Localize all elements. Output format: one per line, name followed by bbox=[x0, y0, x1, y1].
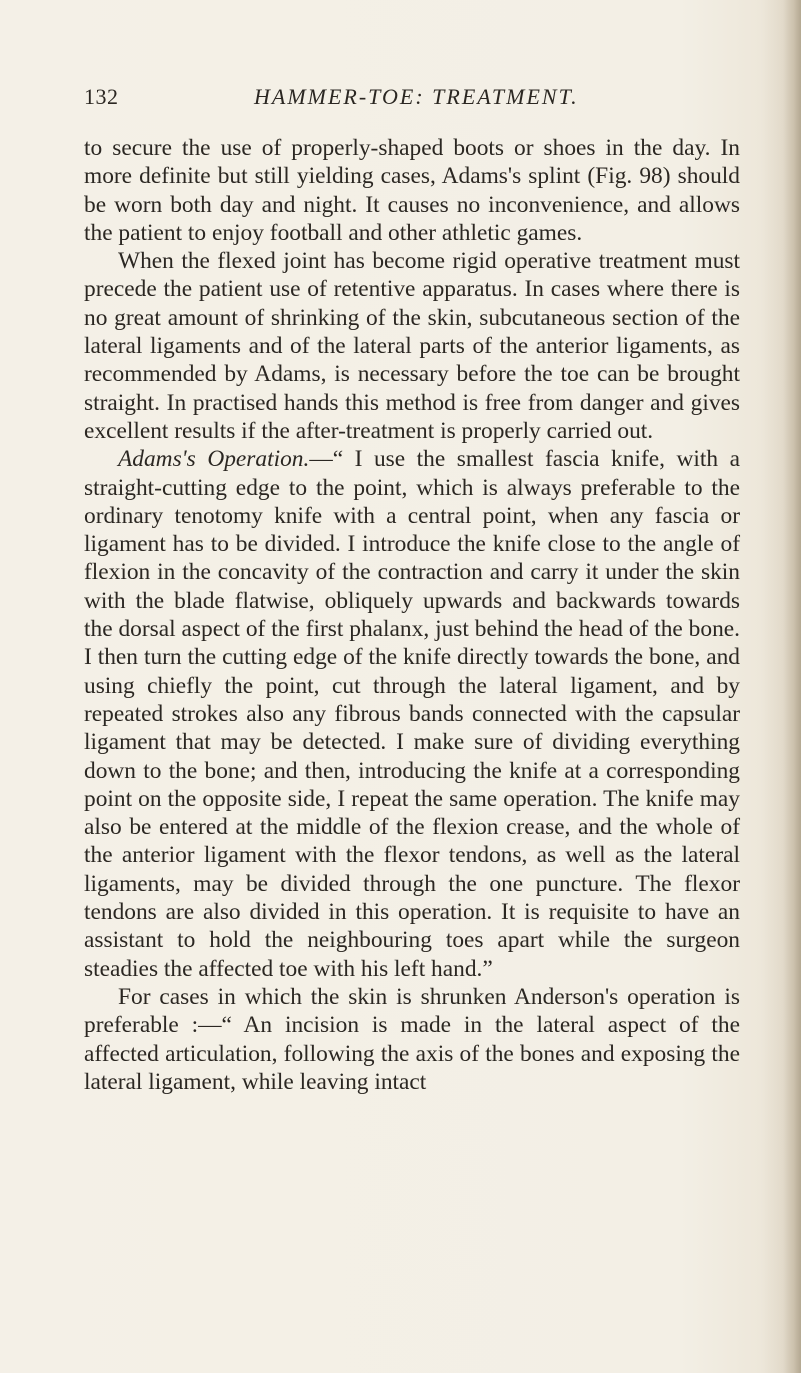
paragraph-1: to secure the use of properly-shaped boots or shoes in the day. In more definite but still yielding cases, Adams's splint (Fig. 98) should be worn both day and night. It causes no inconvenience, and allows the patient to enjoy football and other athletic games. bbox=[84, 135, 740, 246]
paragraph-4: For cases in which the skin is shrunken Anderson's operation is preferable :—“ An incision is made in the lateral aspect of the affected articulation, following the axis of the bones and exposing the lateral ligament, while leaving intact bbox=[84, 983, 740, 1095]
body-text bbox=[84, 134, 740, 1096]
page-header bbox=[84, 84, 744, 120]
paragraph-2: When the flexed joint has become rigid operative treatment must precede the patient use of retentive apparatus. In cases where there is no great amount of shrinking of the skin, subcutaneous section of the lateral ligaments and of the lateral parts of the anterior ligaments, as recommended by Adams, is necessary before the toe can be brought straight. In practised hands this method is free from danger and gives excellent results if the after-treatment is properly carried out. bbox=[84, 248, 740, 444]
paragraph-3-text: —“ I use the smallest fascia knife, with a straight-cutting edge to the point, which is always preferable to the ordinary tenotomy knife with a central point, when any fascia or ligament has to be divided. I introduce the knife close to the angle of flexion in the concavity of the contraction and carry it under the skin with the blade flatwise, obliquely upwards and backwards towards the dorsal aspect of the first phalanx, just behind the head of the bone. I then turn the cutting edge of the knife directly towards the bone, and using chiefly the point, cut through the lateral ligament, and by repeated strokes also any fibrous bands connected with the capsular ligament that may be detected. I make sure of dividing everything down to the bone; and then, introducing the knife at a corresponding point on the opposite side, I repeat the same operation. The knife may also be entered at the middle of the flexion crease, and the whole of the anterior ligament with the flexor tendons, as well as the lateral ligaments, may be divided through the one puncture. The flexor tendons are also divided in this operation. It is requisite to have an assistant to hold the neighbouring toes apart while the surgeon steadies the affected toe with his left hand.” bbox=[84, 446, 740, 982]
page-number: 132 bbox=[84, 84, 119, 109]
running-head: HAMMER-TOE: TREATMENT. bbox=[254, 84, 579, 109]
paragraph-3 bbox=[84, 445, 740, 983]
paragraph-3-lead: Adams's Operation. bbox=[118, 446, 310, 473]
page-edge-shadow bbox=[783, 0, 801, 1373]
